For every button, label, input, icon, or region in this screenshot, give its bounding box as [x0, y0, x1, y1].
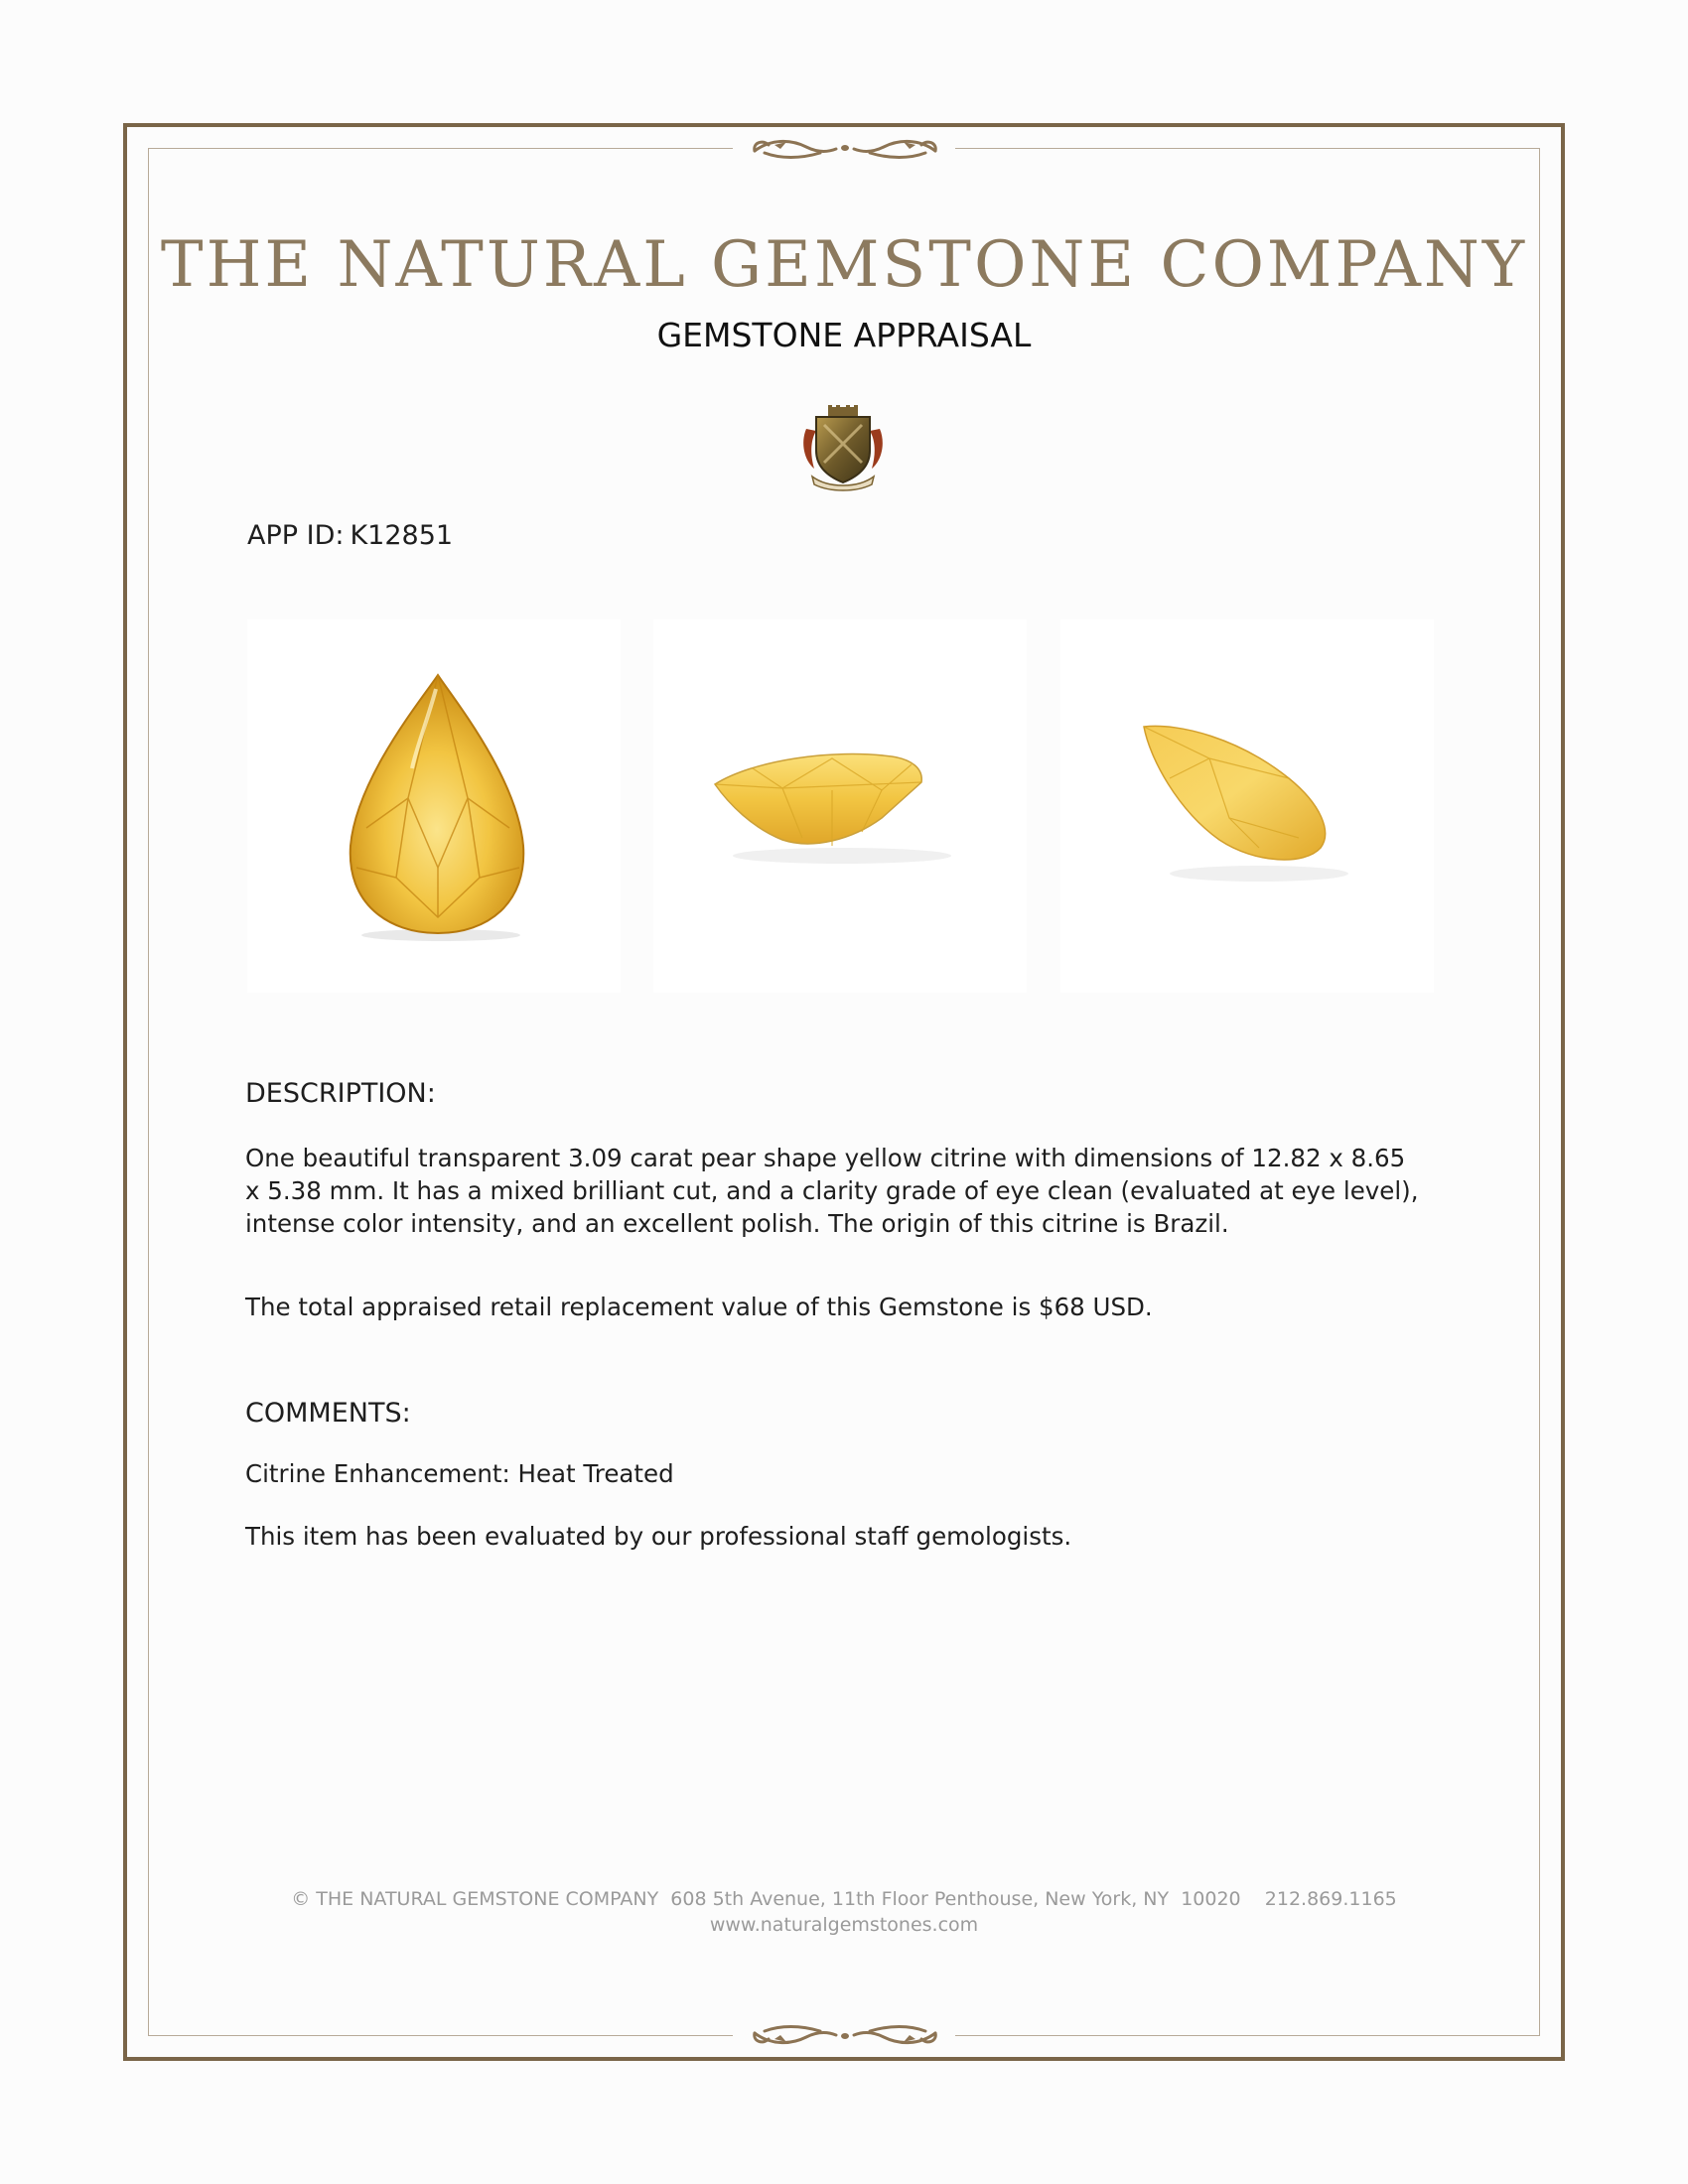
app-id-label: APP ID: [247, 520, 345, 551]
crest-logo-icon [800, 403, 886, 494]
comments-heading: COMMENTS: [245, 1398, 411, 1429]
pear-citrine-top-view-icon [247, 619, 621, 993]
evaluation-note: This item has been evaluated by our professional staff gemologists. [245, 1522, 1072, 1551]
pear-citrine-side-view-icon [653, 619, 1027, 993]
app-id [247, 520, 453, 551]
footer-address: © THE NATURAL GEMSTONE COMPANY 608 5th Avenue, 11th Floor Penthouse, New York, NY 10020 212.869.1165 [291, 1888, 1397, 1910]
company-name: THE NATURAL GEMSTONE COMPANY [160, 228, 1528, 302]
appraised-value-text: The total appraised retail replacement value of this Gemstone is $68 USD. [245, 1293, 1153, 1321]
footer-website[interactable]: www.naturalgemstones.com [709, 1914, 979, 1936]
gem-photo-top [247, 619, 621, 993]
bottom-scroll-ornament-icon [751, 2019, 939, 2053]
gem-photo-side [653, 619, 1027, 993]
document-title: GEMSTONE APPRAISAL [656, 316, 1032, 354]
top-scroll-ornament-icon [751, 131, 939, 165]
pear-citrine-angle-view-icon [1060, 619, 1434, 993]
enhancement-text: Citrine Enhancement: Heat Treated [245, 1459, 674, 1488]
gem-photo-angle [1060, 619, 1434, 993]
description-heading: DESCRIPTION: [245, 1078, 436, 1109]
description-text: One beautiful transparent 3.09 carat pear shape yellow citrine with dimensions of 12.82 x 8.65 x 5.38 mm. It has a mixed brilliant cut, and a clarity grade of eye clean (evaluated at eye level), intense color intensity, and an excellent polish. The origin of this citrine is Brazil. [245, 1144, 1419, 1238]
app-id-value: K12851 [350, 520, 454, 551]
